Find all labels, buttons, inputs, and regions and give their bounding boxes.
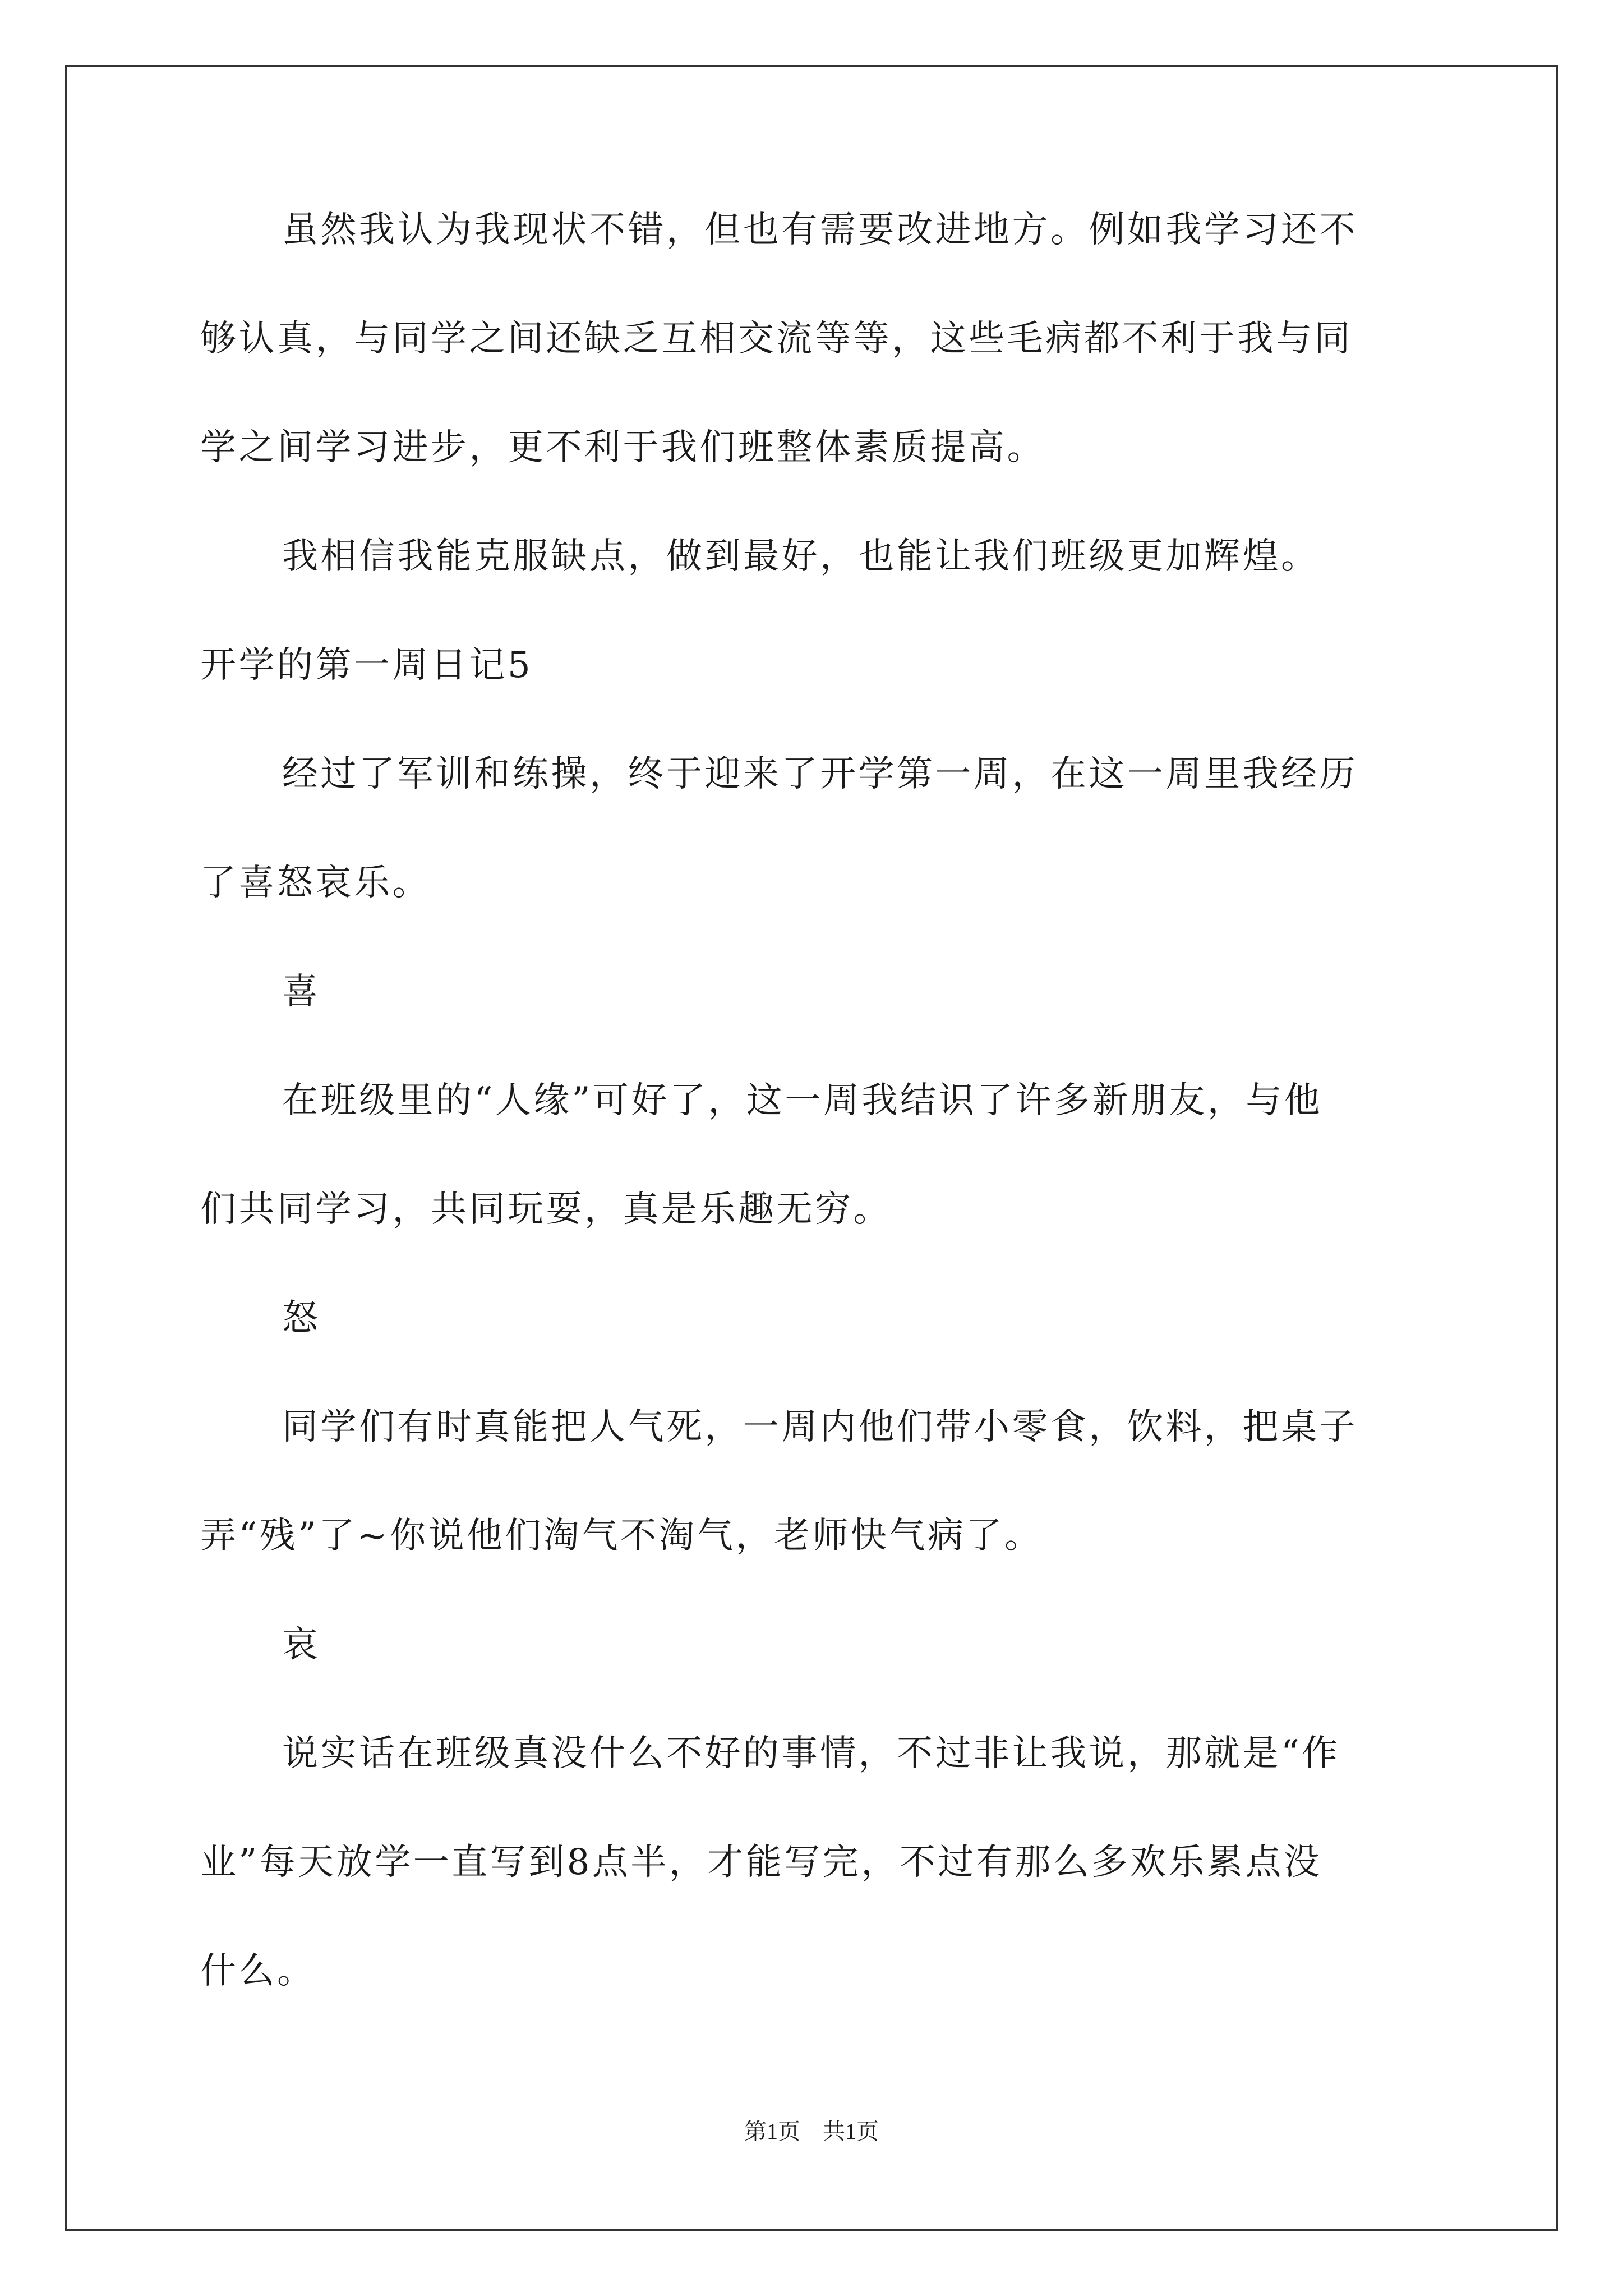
subheading-anger: 怒 [282, 1297, 321, 1339]
section-heading: 开学的第一周日记5 [200, 645, 533, 686]
paragraph-line: 了喜怒哀乐。 [200, 862, 431, 904]
paragraph-line: 们共同学习，共同玩耍，真是乐趣无穷。 [200, 1189, 892, 1230]
page-number-current: 第1页 [744, 2119, 800, 2144]
paragraph-line: 业”每天放学一直写到8点半，才能写完，不过有那么多欢乐累点没 [200, 1842, 1322, 1883]
paragraph-line: 在班级里的“人缘”可好了，这一周我结识了许多新朋友，与他 [282, 1080, 1323, 1121]
paragraph-line: 同学们有时真能把人气死，一周内他们带小零食，饮料，把桌子 [282, 1406, 1358, 1448]
paragraph-line: 我相信我能克服缺点，做到最好，也能让我们班级更加辉煌。 [282, 536, 1320, 577]
subheading-joy: 喜 [282, 971, 321, 1013]
paragraph-line: 说实话在班级真没什么不好的事情，不过非让我说，那就是“作 [282, 1733, 1340, 1774]
page-number-total: 共1页 [823, 2119, 879, 2144]
subheading-sorrow: 哀 [282, 1624, 321, 1665]
paragraph-line: 够认真，与同学之间还缺乏互相交流等等，这些毛病都不利于我与同 [200, 318, 1353, 360]
page-footer [0, 2116, 1623, 2147]
paragraph-line: 学之间学习进步，更不利于我们班整体素质提高。 [200, 427, 1045, 468]
paragraph-line: 经过了军训和练操，终于迎来了开学第一周，在这一周里我经历 [282, 753, 1358, 795]
paragraph-line: 弄“残”了~你说他们淘气不淘气，老师快气病了。 [200, 1515, 1043, 1557]
page-border [65, 65, 1558, 2231]
paragraph-line: 什么。 [200, 1950, 316, 1992]
paragraph-line: 虽然我认为我现状不错，但也有需要改进地方。例如我学习还不 [282, 209, 1358, 251]
